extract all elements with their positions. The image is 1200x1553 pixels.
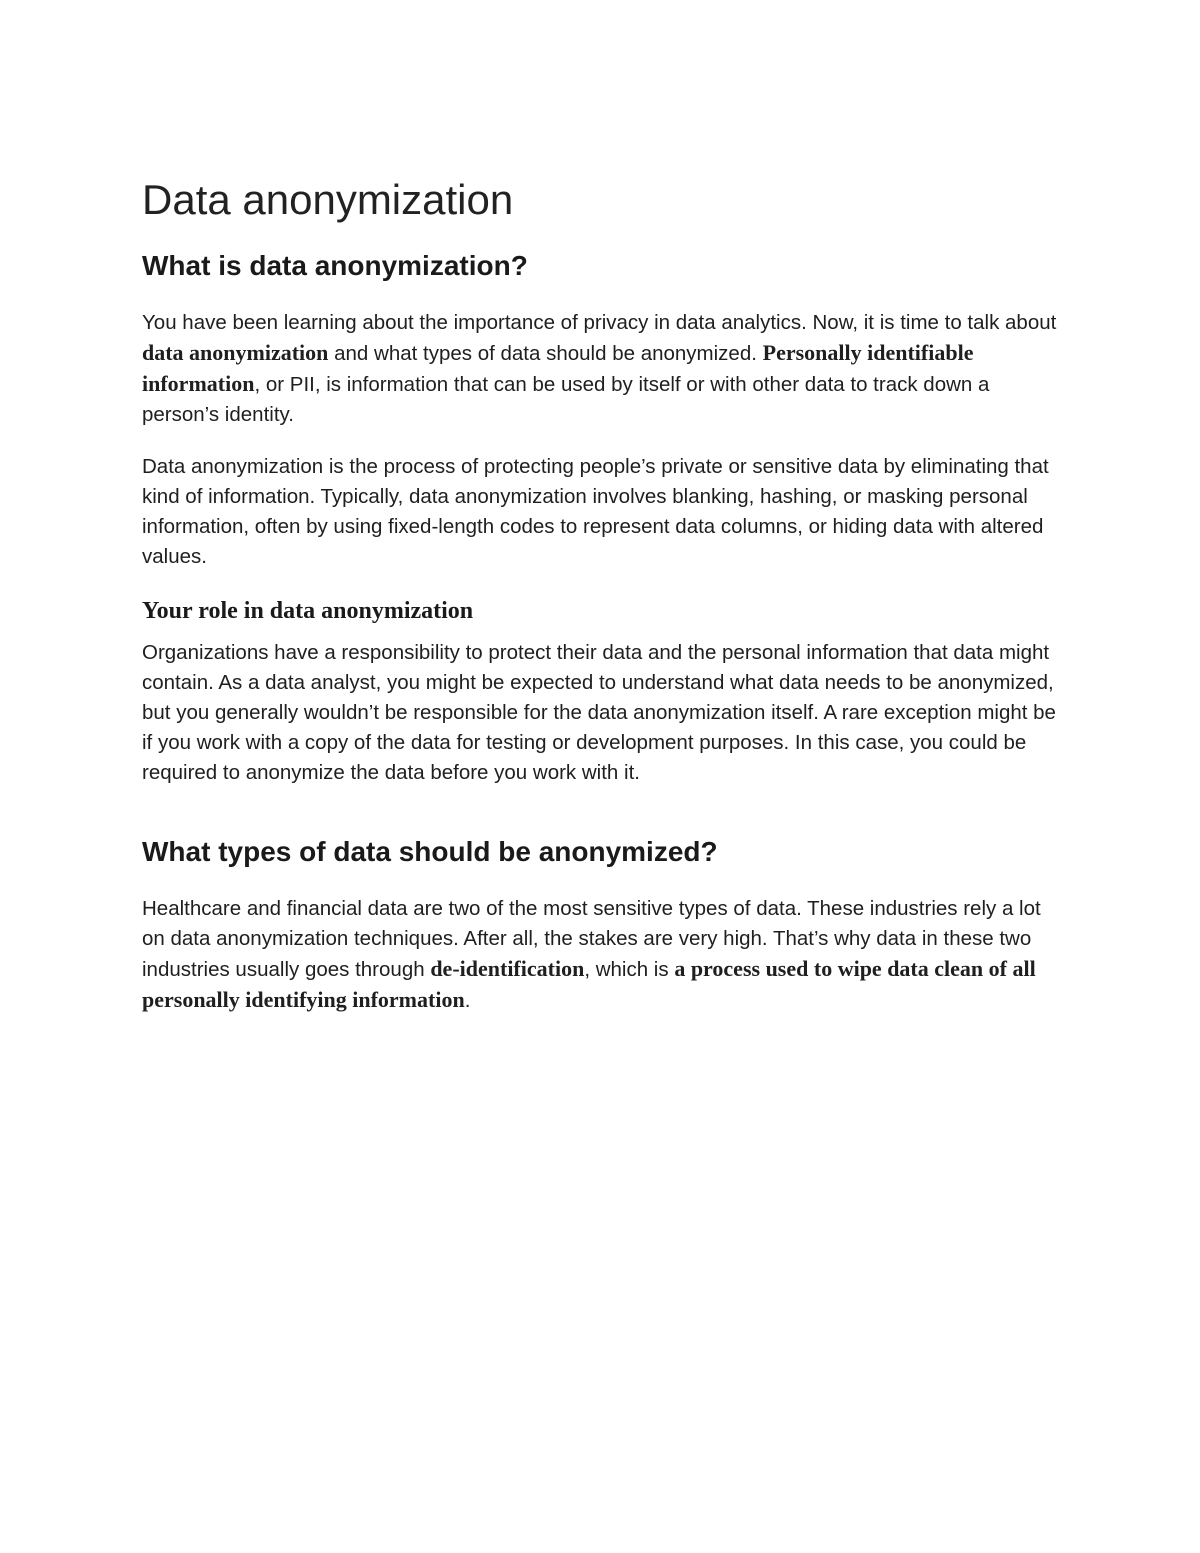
document-title: Data anonymization bbox=[142, 176, 514, 223]
term-data-anonymization: data anonymization bbox=[142, 340, 329, 365]
subheading-your-role: Your role in data anonymization bbox=[142, 598, 474, 624]
paragraph-definition: Data anonymization is the process of protecting people’s private or sensitive data by eliminating that kind of information. Typically, data anonymization involves blanking, hashing, or masking personal information, often by using fixed-length codes to represent data columns, or hiding data with altered values. bbox=[142, 455, 1049, 568]
paragraph-types-text-3: . bbox=[464, 989, 471, 1012]
section-types bbox=[142, 832, 1062, 1016]
paragraph-intro-text-2: and what types of data should be anonymized. bbox=[328, 342, 763, 365]
section-heading-what-is: What is data anonymization? bbox=[142, 250, 528, 281]
paragraph-intro bbox=[142, 308, 1062, 430]
term-de-identification: de-identification bbox=[430, 956, 585, 981]
paragraph-types bbox=[142, 894, 1062, 1016]
paragraph-intro-text-3: , or PII, is information that can be used by itself or with other data to track down a person’s identity. bbox=[142, 373, 990, 426]
document-page bbox=[142, 170, 1062, 1038]
paragraph-types-text-2: , which is bbox=[584, 958, 675, 981]
paragraph-types-text-1: Healthcare and financial data are two of the most sensitive types of data. These industries rely a lot on data anonymization techniques. After all, the stakes are very high. That’s why data in these two industries usually goes through bbox=[142, 897, 1041, 981]
paragraph-role: Organizations have a responsibility to protect their data and the personal information that data might contain. As a data analyst, you might be expected to understand what data needs to be anonymized, but you generally wouldn’t be responsible for the data anonymization itself. A rare exception might be if you work with a copy of the data for testing or development purposes. In this case, you could be required to anonymize the data before you work with it. bbox=[142, 641, 1056, 784]
term-pii: Personally identifiable information bbox=[142, 340, 974, 396]
de-identification-definition: a process used to wipe data clean of all personally identifying information bbox=[142, 956, 1036, 1012]
section-heading-types: What types of data should be anonymized? bbox=[142, 836, 718, 867]
paragraph-intro-text-1: You have been learning about the importance of privacy in data analytics. Now, it is time to talk about bbox=[142, 311, 1057, 334]
